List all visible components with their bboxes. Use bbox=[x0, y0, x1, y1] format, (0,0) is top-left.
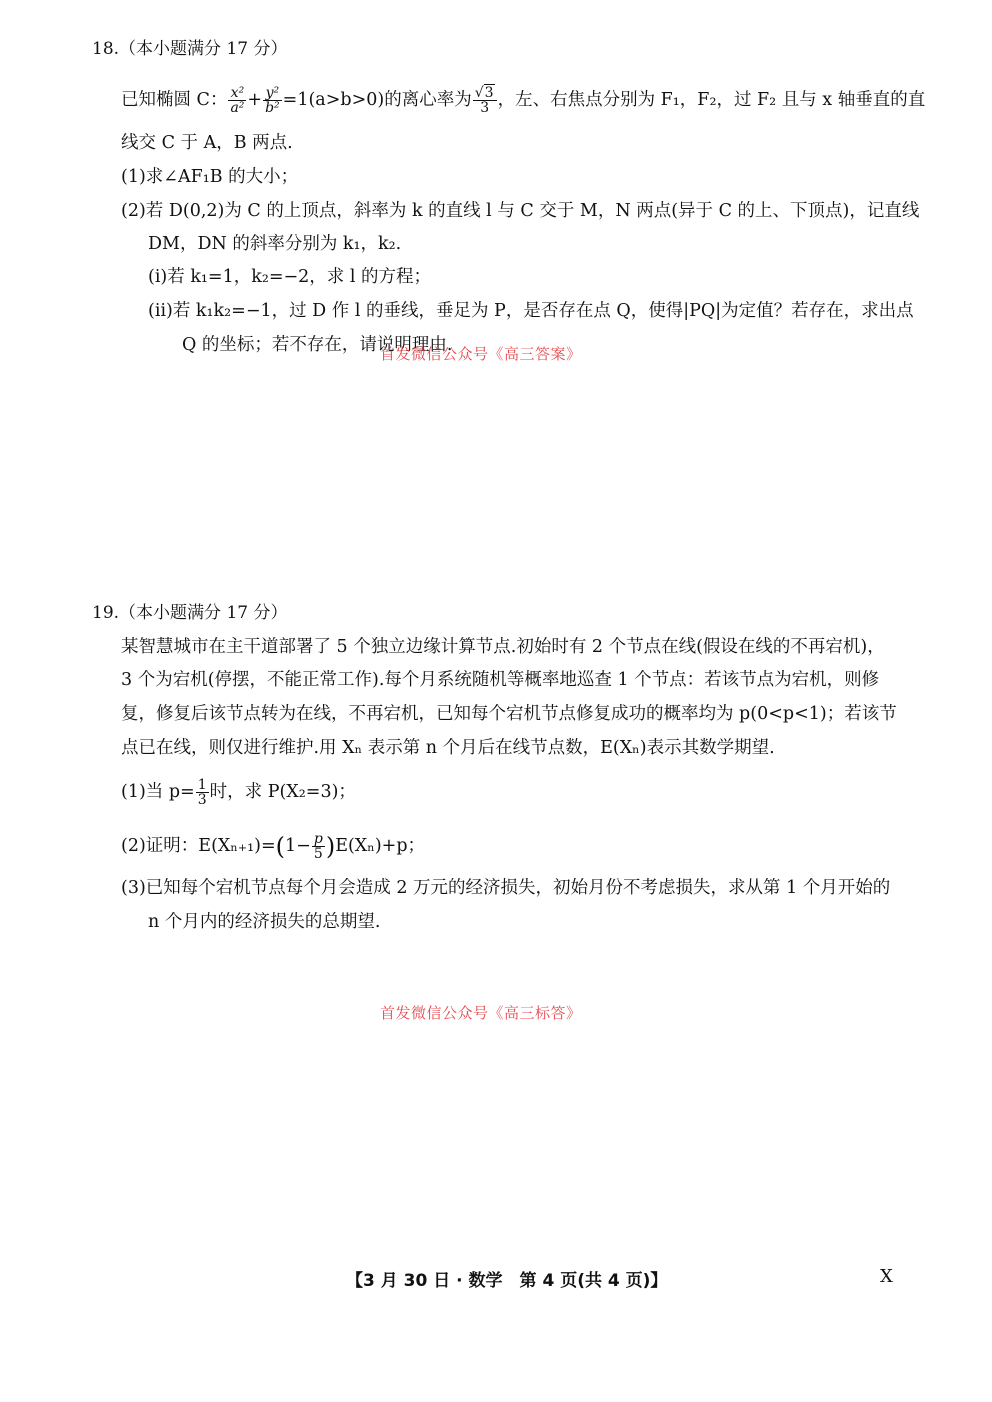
watermark-top: 首发微信公众号《高三答案》 bbox=[380, 345, 582, 363]
p-over-5-fraction: $\frac{p}{5}$ bbox=[313, 831, 323, 862]
q19-line3: 复，修复后该节点转为在线，不再宕机，已知每个宕机节点修复成功的概率均为 p(0<p<1)；若该节 bbox=[121, 704, 897, 724]
q18-part2-line2: DM，DN 的斜率分别为 k₁，k₂. bbox=[148, 234, 402, 254]
q18-stem-eq: =1(a>b>0)的离心率为 bbox=[282, 90, 472, 110]
sqrt3-over-3-fraction: $\frac{√3}{3}$ bbox=[473, 86, 497, 115]
q19-part2: (2)证明：E(Xₙ₊₁)=(1− $\frac{p}{5}$ )E(Xₙ)+p； bbox=[121, 831, 426, 862]
q18-stem-suffix: ，左、右焦点分别为 F₁，F₂，过 F₂ 且与 x 轴垂直的直 bbox=[497, 90, 926, 110]
x2-over-a2-fraction: $\frac{\text{x²}}{\text{a²}}$ bbox=[230, 85, 245, 116]
q19-part3-line1: (3)已知每个宕机节点每个月会造成 2 万元的经济损失，初始月份不考虑损失，求从第 1 个月开始的 bbox=[121, 878, 891, 898]
q18-part2-ii-line1: (ⅱ)若 k₁k₂=−1，过 D 作 l 的垂线，垂足为 P，是否存在点 Q，使得|PQ|为定值？若存在，求出点 bbox=[148, 301, 914, 321]
q18-header: 18.（本小题满分 17 分） bbox=[92, 39, 288, 59]
q19-part1-suffix: 时，求 P(X₂=3)； bbox=[209, 782, 356, 802]
q18-part1: (1)求∠AF₁B 的大小； bbox=[121, 167, 299, 187]
q19-part1-prefix: (1)当 p= bbox=[121, 782, 195, 802]
q19-part2-prefix: (2)证明：E(Xₙ₊₁)= bbox=[121, 836, 276, 856]
q18-part2-line1: (2)若 D(0,2)为 C 的上顶点，斜率为 k 的直线 l 与 C 交于 M，N 两点(异于 C 的上、下顶点)，记直线 bbox=[121, 201, 920, 221]
q18-part2-i: (ⅰ)若 k₁=1，k₂=−2，求 l 的方程； bbox=[148, 267, 432, 287]
q19-line2: 3 个为宕机(停摆，不能正常工作).每个月系统随机等概率地巡查 1 个节点：若该节点为宕机，则修 bbox=[121, 670, 880, 690]
q19-line4: 点已在线，则仅进行维护.用 Xₙ 表示第 n 个月后在线节点数，E(Xₙ)表示其数学期望. bbox=[121, 738, 775, 758]
paper-code: X bbox=[880, 1266, 893, 1287]
watermark-bottom: 首发微信公众号《高三标答》 bbox=[380, 1004, 582, 1022]
one-third-fraction: $\frac{1}{3}$ bbox=[197, 777, 207, 808]
q19-part3-line2: n 个月内的经济损失的总期望. bbox=[148, 912, 381, 932]
q19-part2-suffix: E(Xₙ)+p； bbox=[335, 836, 426, 856]
q19-line1: 某智慧城市在主干道部署了 5 个独立边缘计算节点.初始时有 2 个节点在线(假设在线的不再宕机)， bbox=[121, 637, 885, 657]
q18-stem-line2: 线交 C 于 A，B 两点. bbox=[121, 133, 293, 153]
page-footer: 【3 月 30 日 · 数学 第 4 页(共 4 页)】 bbox=[346, 1271, 668, 1291]
q18-stem-prefix: 已知椭圆 C： bbox=[121, 90, 228, 110]
q19-part1 bbox=[121, 778, 356, 807]
q18-stem-line1: 已知椭圆 C： $\frac{\text{x²}}{\text{a²}}$ + $\frac{\text{y²}}{\text{b²}}$ =1(a>b>0)的离心率为 $\frac{√3}{3}$ ，左、右焦点分别为 F₁，F₂，过 F₂ 且与 x 轴垂直的直 bbox=[121, 85, 926, 116]
q18-part2-ii-line2: Q 的坐标；若不存在，请说明理由. bbox=[182, 335, 453, 355]
q19-header: 19.（本小题满分 17 分） bbox=[92, 603, 288, 623]
y2-over-b2-fraction: $\frac{\text{y²}}{\text{b²}}$ bbox=[265, 85, 280, 116]
